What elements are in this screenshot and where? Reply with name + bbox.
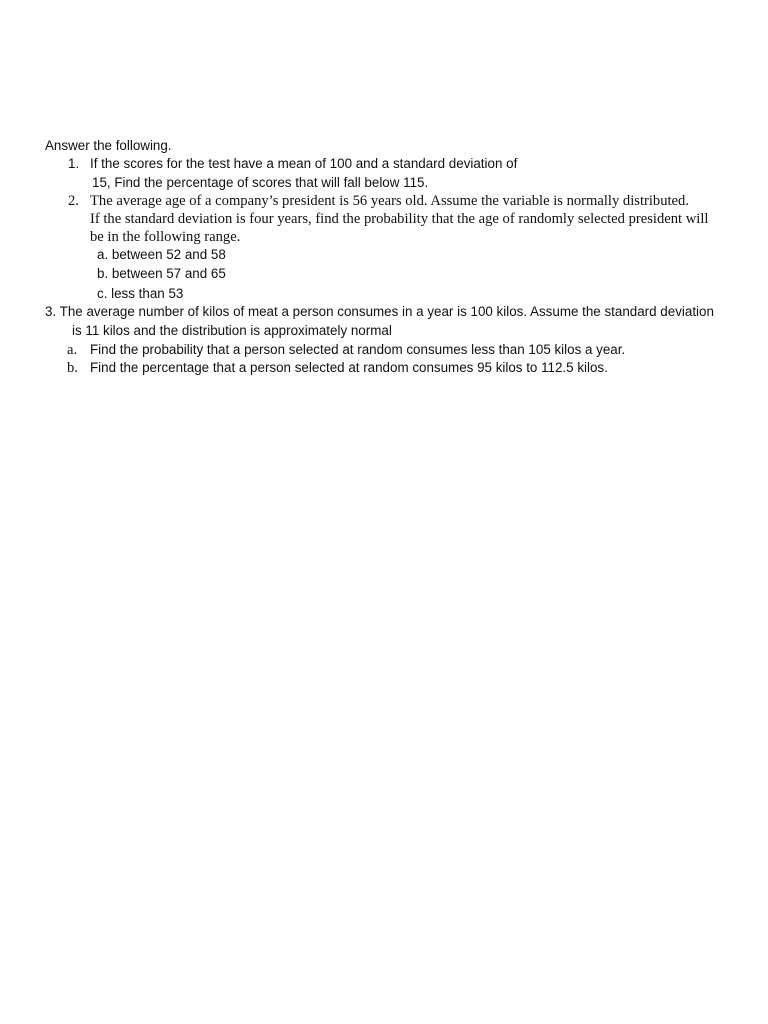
question-3-sub-b-text: Find the percentage that a person selected at random consumes 95 kilos to 112.5 kilos. (90, 360, 608, 375)
question-3-sub-a-label: a. (67, 342, 78, 358)
question-2-line-3: be in the following range. (90, 229, 241, 245)
question-3-line-2: is 11 kilos and the distribution is approximately normal (72, 323, 392, 338)
question-2-option-b: b. between 57 and 65 (97, 266, 226, 281)
question-3-sub-a-text: Find the probability that a person selected at random consumes less than 105 kilos a year. (90, 342, 626, 357)
question-2-option-a: a. between 52 and 58 (97, 247, 226, 262)
question-2-line-1: The average age of a company’s president is 56 years old. Assume the variable is normally distributed. (90, 193, 689, 209)
question-2-line-2: If the standard deviation is four years, find the probability that the age of randomly selected president will (90, 211, 709, 227)
question-1-line-1: If the scores for the test have a mean of 100 and a standard deviation of (90, 156, 518, 171)
question-2-number: 2. (68, 193, 79, 209)
question-3-sub-b-label: b. (67, 360, 78, 376)
question-1-number: 1. (68, 156, 80, 171)
question-1-line-2: 15, Find the percentage of scores that will fall below 115. (92, 175, 429, 190)
question-3-line-1: 3. The average number of kilos of meat a person consumes in a year is 100 kilos. Assume the standard deviation (45, 304, 714, 319)
instruction-text: Answer the following. (45, 138, 172, 153)
question-2-option-c: c. less than 53 (97, 286, 184, 301)
